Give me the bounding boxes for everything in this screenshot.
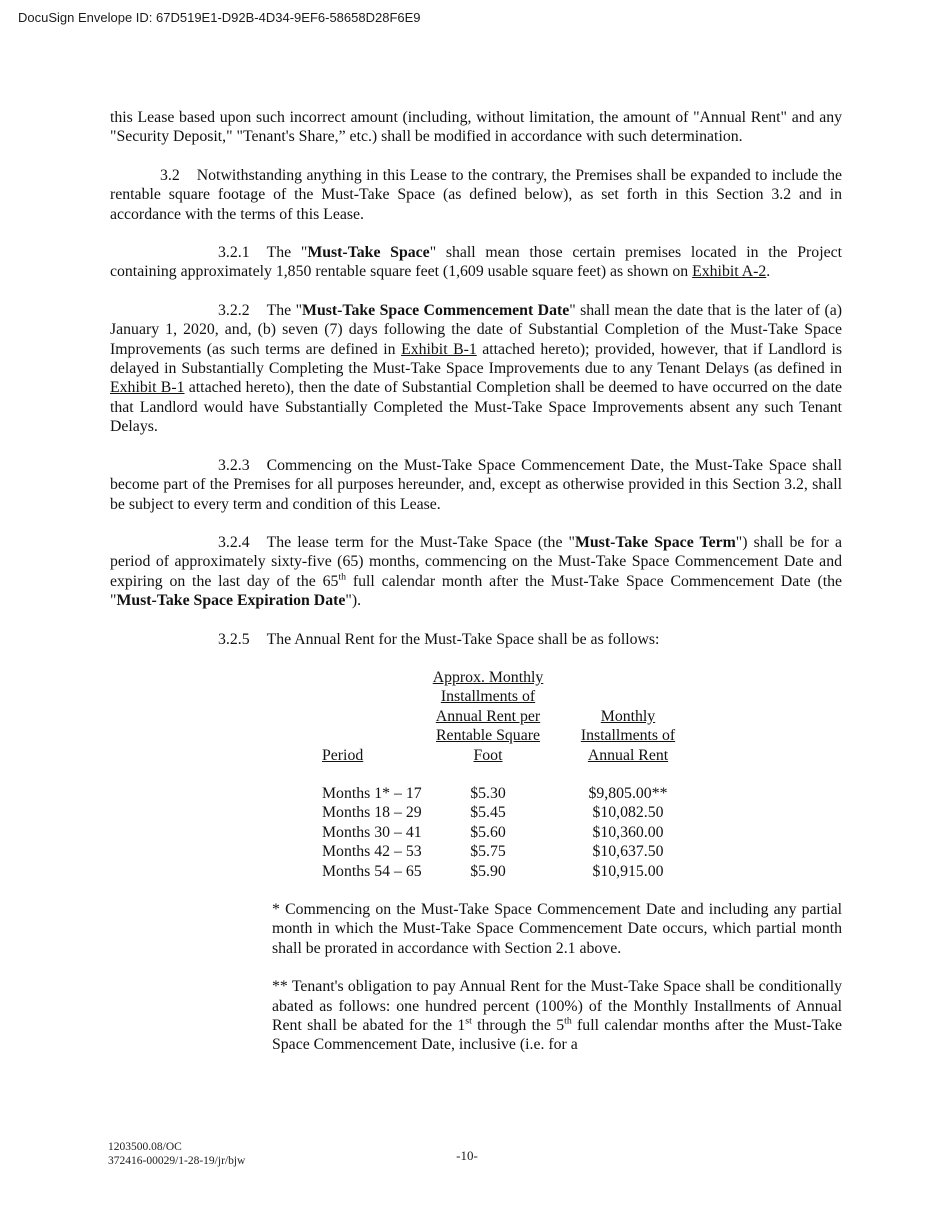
text-segment: full calendar months after the Must-Take Space Commencement Date, inclusive (i.e. for a	[272, 1017, 842, 1054]
paragraph-continuation	[110, 108, 842, 147]
text-segment: * Commencing on the Must-Take Space Commencement Date and including any partial month in which the Must-Take Space Commencement Date occurs, which partial month shall be prorated in accordance with Section 2.1 above.	[272, 901, 842, 957]
table-row	[322, 823, 704, 842]
text-segment: full calendar month after the Must-Take Space Commencement Date (the "	[110, 572, 843, 610]
document-body	[110, 108, 842, 1055]
paragraph-section-3-2-5	[110, 630, 842, 649]
text-segment: ** Tenant's obligation to pay Annual Rent for the Must-Take Space shall be conditionally abated as follows: one hundred percent (100%) of the Monthly Installments of Annual Rent shall be abated for the 1	[272, 978, 842, 1035]
text-segment: Must-Take Space Commencement Date	[302, 301, 570, 319]
footnote-double-asterisk	[272, 977, 842, 1055]
text-segment: " shall mean the date that is the later of (a) January 1, 2020, and, (b) seven (7) days following the date of Substantial Completion of the Must-Take Space Improvements (as such terms are defined in	[110, 301, 842, 358]
footer-matter-line1: 1203500.08/OC	[108, 1141, 182, 1153]
text-segment: Commencing on the Must-Take Space Commencement Date, the Must-Take Space shall become part of the Premises for all purposes hereunder, and, except as otherwise provided in this Section 3.2, shall be subject to every term and condition of this Lease.	[110, 456, 842, 513]
text-segment: Must-Take Space Term	[574, 533, 736, 551]
rent-schedule-table	[322, 668, 704, 881]
text-segment: " shall mean those certain premises located in the Project containing approximately 1,850 rentable square feet (1,609 usable square feet) as shown on	[110, 244, 842, 281]
paragraph-section-3-2-3	[110, 456, 842, 514]
text-segment: The Annual Rent for the Must-Take Space shall be as follows:	[266, 630, 660, 648]
paragraph-section-3-2-1	[110, 243, 842, 282]
text-segment: th	[338, 571, 347, 583]
amount-cell: $9,805.00**	[588, 784, 668, 802]
paragraph-section-3-2-2	[110, 301, 842, 437]
period-cell: Months 42 – 53	[322, 843, 422, 861]
footnote-single-asterisk	[272, 900, 842, 958]
amount-cell: $10,360.00	[592, 823, 664, 841]
text-segment: ") shall be for a period of approximately sixty-five (65) months, commencing on the Must-Take Space Commencement Date and expiring on the last day of the 65	[110, 533, 842, 590]
paragraph-section-3-2	[110, 166, 842, 224]
period-cell: Months 30 – 41	[322, 823, 422, 841]
footer-matter-line2: 372416-00029/1-28-19/jr/bjw	[108, 1155, 246, 1167]
footer-page-number: -10-	[456, 1148, 478, 1163]
rent-table-header-amount: Monthly Installments of Annual Rent	[580, 707, 676, 764]
rate-cell: $5.75	[470, 843, 506, 861]
amount-cell: $10,082.50	[592, 804, 664, 822]
text-segment: attached hereto), then the date of Substantial Completion shall be deemed to have occurred on the date that Landlord would have Substantially Completed the Must-Take Space Improvements absent any such Tenant Delays.	[110, 379, 842, 436]
text-segment: The "	[266, 244, 308, 262]
text-segment: st	[465, 1015, 472, 1027]
period-cell: Months 54 – 65	[322, 862, 422, 880]
text-segment: Notwithstanding anything in this Lease to the contrary, the Premises shall be expanded to include the rentable square footage of the Must-Take Space (as defined below), as set forth in this Section 3.2 and in accordance with the terms of this Lease.	[110, 166, 842, 223]
text-segment: th	[564, 1015, 572, 1027]
rent-table-header-period: Period	[322, 746, 364, 764]
text-segment: 3.2.5	[218, 630, 250, 648]
text-segment: 3.2.1	[218, 244, 250, 262]
table-row	[322, 862, 704, 881]
rate-cell: $5.90	[470, 862, 506, 880]
text-segment: Exhibit B-1	[401, 340, 477, 358]
text-segment: The "	[266, 301, 303, 319]
amount-cell: $10,637.50	[592, 843, 664, 861]
text-segment: 3.2	[160, 166, 180, 184]
text-segment: attached hereto); provided, however, that if Landlord is delayed in Substantially Completing the Must-Take Space Improvements due to any Tenant Delays (as defined in	[110, 340, 843, 378]
text-segment: Must-Take Space	[307, 244, 430, 262]
rate-cell: $5.60	[470, 823, 506, 841]
text-segment: 3.2.2	[218, 301, 250, 319]
table-row	[322, 803, 704, 822]
period-cell: Months 18 – 29	[322, 804, 422, 822]
text-segment: Exhibit B-1	[110, 379, 185, 397]
text-segment: 3.2.3	[218, 456, 250, 474]
table-row	[322, 842, 704, 861]
text-segment: through the 5	[471, 1017, 565, 1035]
text-segment: .	[766, 263, 771, 281]
paragraph-section-3-2-4	[110, 533, 842, 611]
period-cell: Months 1* – 17	[322, 784, 422, 802]
rent-table-header-rate: Approx. Monthly Installments of Annual Rent per Rentable Square Foot	[432, 668, 544, 764]
text-segment: this Lease based upon such incorrect amount (including, without limitation, the amount of "Annual Rent" and any "Security Deposit," "Tenant's Share,” etc.) shall be modified in accordance with such determination.	[110, 109, 842, 146]
text-segment: Exhibit A-2	[692, 263, 767, 281]
table-row	[322, 784, 704, 803]
rate-cell: $5.30	[470, 784, 506, 802]
amount-cell: $10,915.00	[592, 862, 664, 880]
text-segment: The lease term for the Must-Take Space (the "	[266, 533, 575, 551]
rent-table-header-row	[322, 668, 704, 765]
text-segment: 3.2.4	[218, 533, 250, 551]
text-segment: Must-Take Space Expiration Date	[116, 592, 346, 610]
docusign-envelope-id: DocuSign Envelope ID: 67D519E1-D92B-4D34-9EF6-58658D28F6E9	[18, 10, 421, 25]
rate-cell: $5.45	[470, 804, 506, 822]
text-segment: ").	[345, 592, 362, 610]
